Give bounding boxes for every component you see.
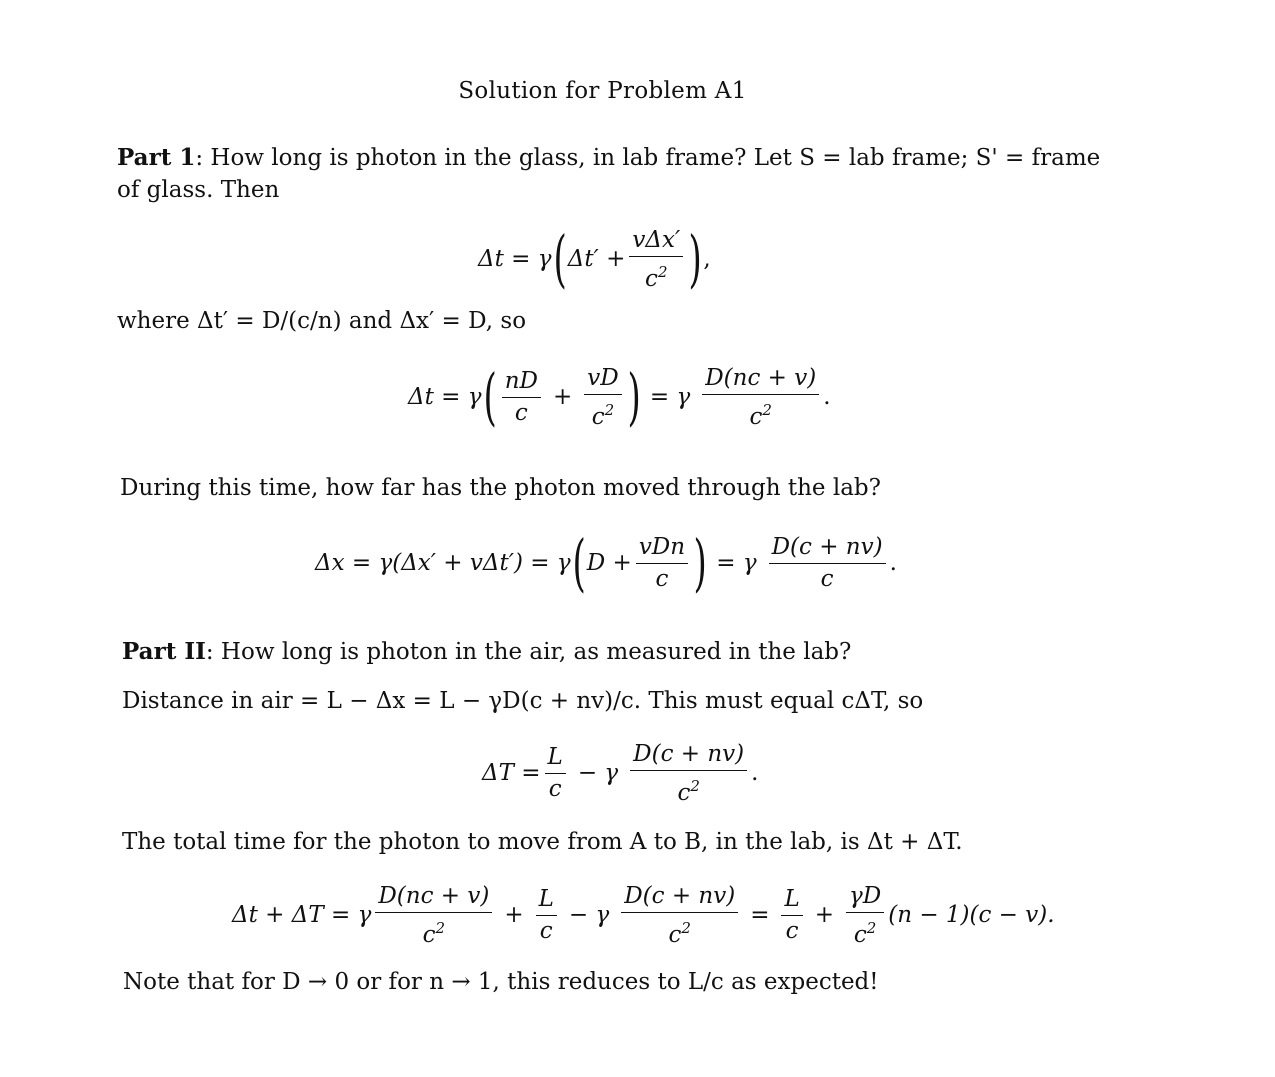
eq2-f2-exponent: 2	[604, 400, 615, 419]
eq1-fraction	[629, 227, 683, 292]
eq3-f2-numerator: D(c + nv)	[769, 534, 886, 564]
eq2-lhs: Δt = γ	[408, 384, 482, 410]
eq5-f4-denominator: c	[785, 918, 799, 944]
eq5-f5-numerator: γD	[846, 883, 884, 913]
eq4-f1-numerator: L	[545, 744, 566, 774]
part1-heading: Part 1	[117, 144, 196, 171]
eq5-plus-2: +	[814, 902, 835, 928]
eq5-f3-denominator: c	[668, 921, 682, 948]
eq3-open-paren: (	[572, 526, 586, 599]
equation-4	[0, 738, 1275, 808]
note-paragraph: Note that for D → 0 or for n → 1, this reduces to L/c as expected!	[123, 969, 879, 995]
where-paragraph: where Δt′ = D/(c/n) and Δx′ = D, so	[117, 308, 527, 334]
eq4-f2-numerator: D(c + nv)	[630, 741, 747, 771]
eq2-f1-denominator: c	[514, 400, 528, 426]
eq3-close-paren: )	[693, 526, 707, 599]
eq2-equals: = γ	[649, 384, 691, 410]
eq3-lhs: Δx = γ(Δx′ + vΔt′) = γ	[315, 550, 571, 576]
eq3-fraction-2	[769, 534, 886, 592]
eq3-f1-numerator: vDn	[636, 534, 688, 564]
eq2-fraction-3	[702, 365, 819, 430]
eq4-fraction-2	[630, 741, 747, 806]
part2-heading: Part II	[122, 638, 206, 665]
eq1-den-exponent: 2	[657, 262, 668, 281]
part2-text: : How long is photon in the air, as measured in the lab?	[205, 639, 852, 665]
eq5-fraction-4	[781, 886, 802, 944]
eq5-f1-exponent: 2	[435, 918, 446, 937]
eq1-inner: Δt′ +	[567, 246, 626, 272]
eq5-lhs: Δt + ΔT = γ	[232, 902, 372, 928]
eq5-fraction-5	[846, 883, 884, 948]
eq2-f3-denominator: c	[749, 403, 763, 430]
eq5-f3-exponent: 2	[681, 918, 691, 937]
eq2-f1-numerator: nD	[502, 368, 541, 398]
part1-text: : How long is photon in the glass, in lab frame? Let S = lab frame; S' = frame of glass. Then	[117, 145, 1101, 203]
page-title: Solution for Problem A1	[458, 78, 747, 104]
eq4-f1-denominator: c	[548, 776, 562, 802]
eq4-tail: .	[751, 760, 759, 786]
eq5-fraction-1	[375, 883, 492, 948]
part2-paragraph	[122, 636, 1022, 668]
eq1-lhs: Δt = γ	[478, 246, 552, 272]
eq1-numerator: vΔx′	[629, 227, 683, 257]
eq4-f2-denominator: c	[677, 779, 691, 806]
eq2-f2-denominator: c	[591, 403, 605, 430]
eq2-fraction-1	[502, 368, 541, 426]
eq3-f1-denominator: c	[655, 566, 669, 592]
eq2-open-paren: (	[482, 360, 497, 433]
eq2-f3-numerator: D(nc + v)	[702, 365, 819, 395]
eq5-fraction-2	[536, 886, 557, 944]
total-paragraph: The total time for the photon to move from A to B, in the lab, is Δt + ΔT.	[122, 829, 963, 855]
eq3-fraction-1	[636, 534, 688, 592]
equation-2	[0, 362, 1275, 432]
eq4-minus: − γ	[577, 760, 619, 786]
eq5-f5-exponent: 2	[866, 918, 877, 937]
eq5-equals: =	[750, 902, 770, 928]
eq5-plus-1: +	[504, 902, 524, 928]
eq1-denominator: c	[645, 265, 658, 292]
eq2-f3-exponent: 2	[762, 400, 772, 419]
eq5-f2-numerator: L	[536, 886, 557, 916]
eq3-inner: D +	[586, 550, 632, 576]
part1-paragraph	[117, 142, 1107, 206]
eq2-f2-numerator: vD	[584, 365, 621, 395]
eq4-fraction-1	[545, 744, 566, 802]
eq5-f5-denominator: c	[853, 921, 867, 948]
eq1-tail: ,	[703, 246, 711, 272]
eq5-f3-numerator: D(c + nv)	[621, 883, 738, 913]
eq5-f4-numerator: L	[781, 886, 802, 916]
equation-5	[0, 880, 1275, 950]
equation-3	[0, 528, 1275, 598]
eq5-tail: (n − 1)(c − v).	[888, 902, 1055, 928]
eq5-minus: − γ	[568, 902, 610, 928]
equation-1	[0, 224, 1275, 294]
eq2-close-paren: )	[627, 360, 641, 433]
eq2-tail: .	[823, 384, 831, 410]
eq2-plus: +	[552, 384, 573, 410]
during-paragraph: During this time, how far has the photon moved through the lab?	[120, 475, 881, 501]
eq3-f2-denominator: c	[820, 566, 834, 592]
eq2-fraction-2	[584, 365, 621, 430]
eq4-f2-exponent: 2	[690, 776, 700, 795]
eq3-tail: .	[889, 550, 897, 576]
eq1-close-paren: )	[688, 222, 702, 295]
eq5-f1-denominator: c	[422, 921, 436, 948]
distance-paragraph: Distance in air = L − Δx = L − γD(c + nv)/c. This must equal cΔT, so	[122, 688, 924, 714]
eq3-equals: = γ	[716, 550, 757, 576]
eq1-open-paren: (	[552, 222, 567, 295]
eq4-lhs: ΔT =	[482, 760, 541, 786]
eq5-fraction-3	[621, 883, 738, 948]
eq5-f1-numerator: D(nc + v)	[375, 883, 492, 913]
eq5-f2-denominator: c	[539, 918, 553, 944]
